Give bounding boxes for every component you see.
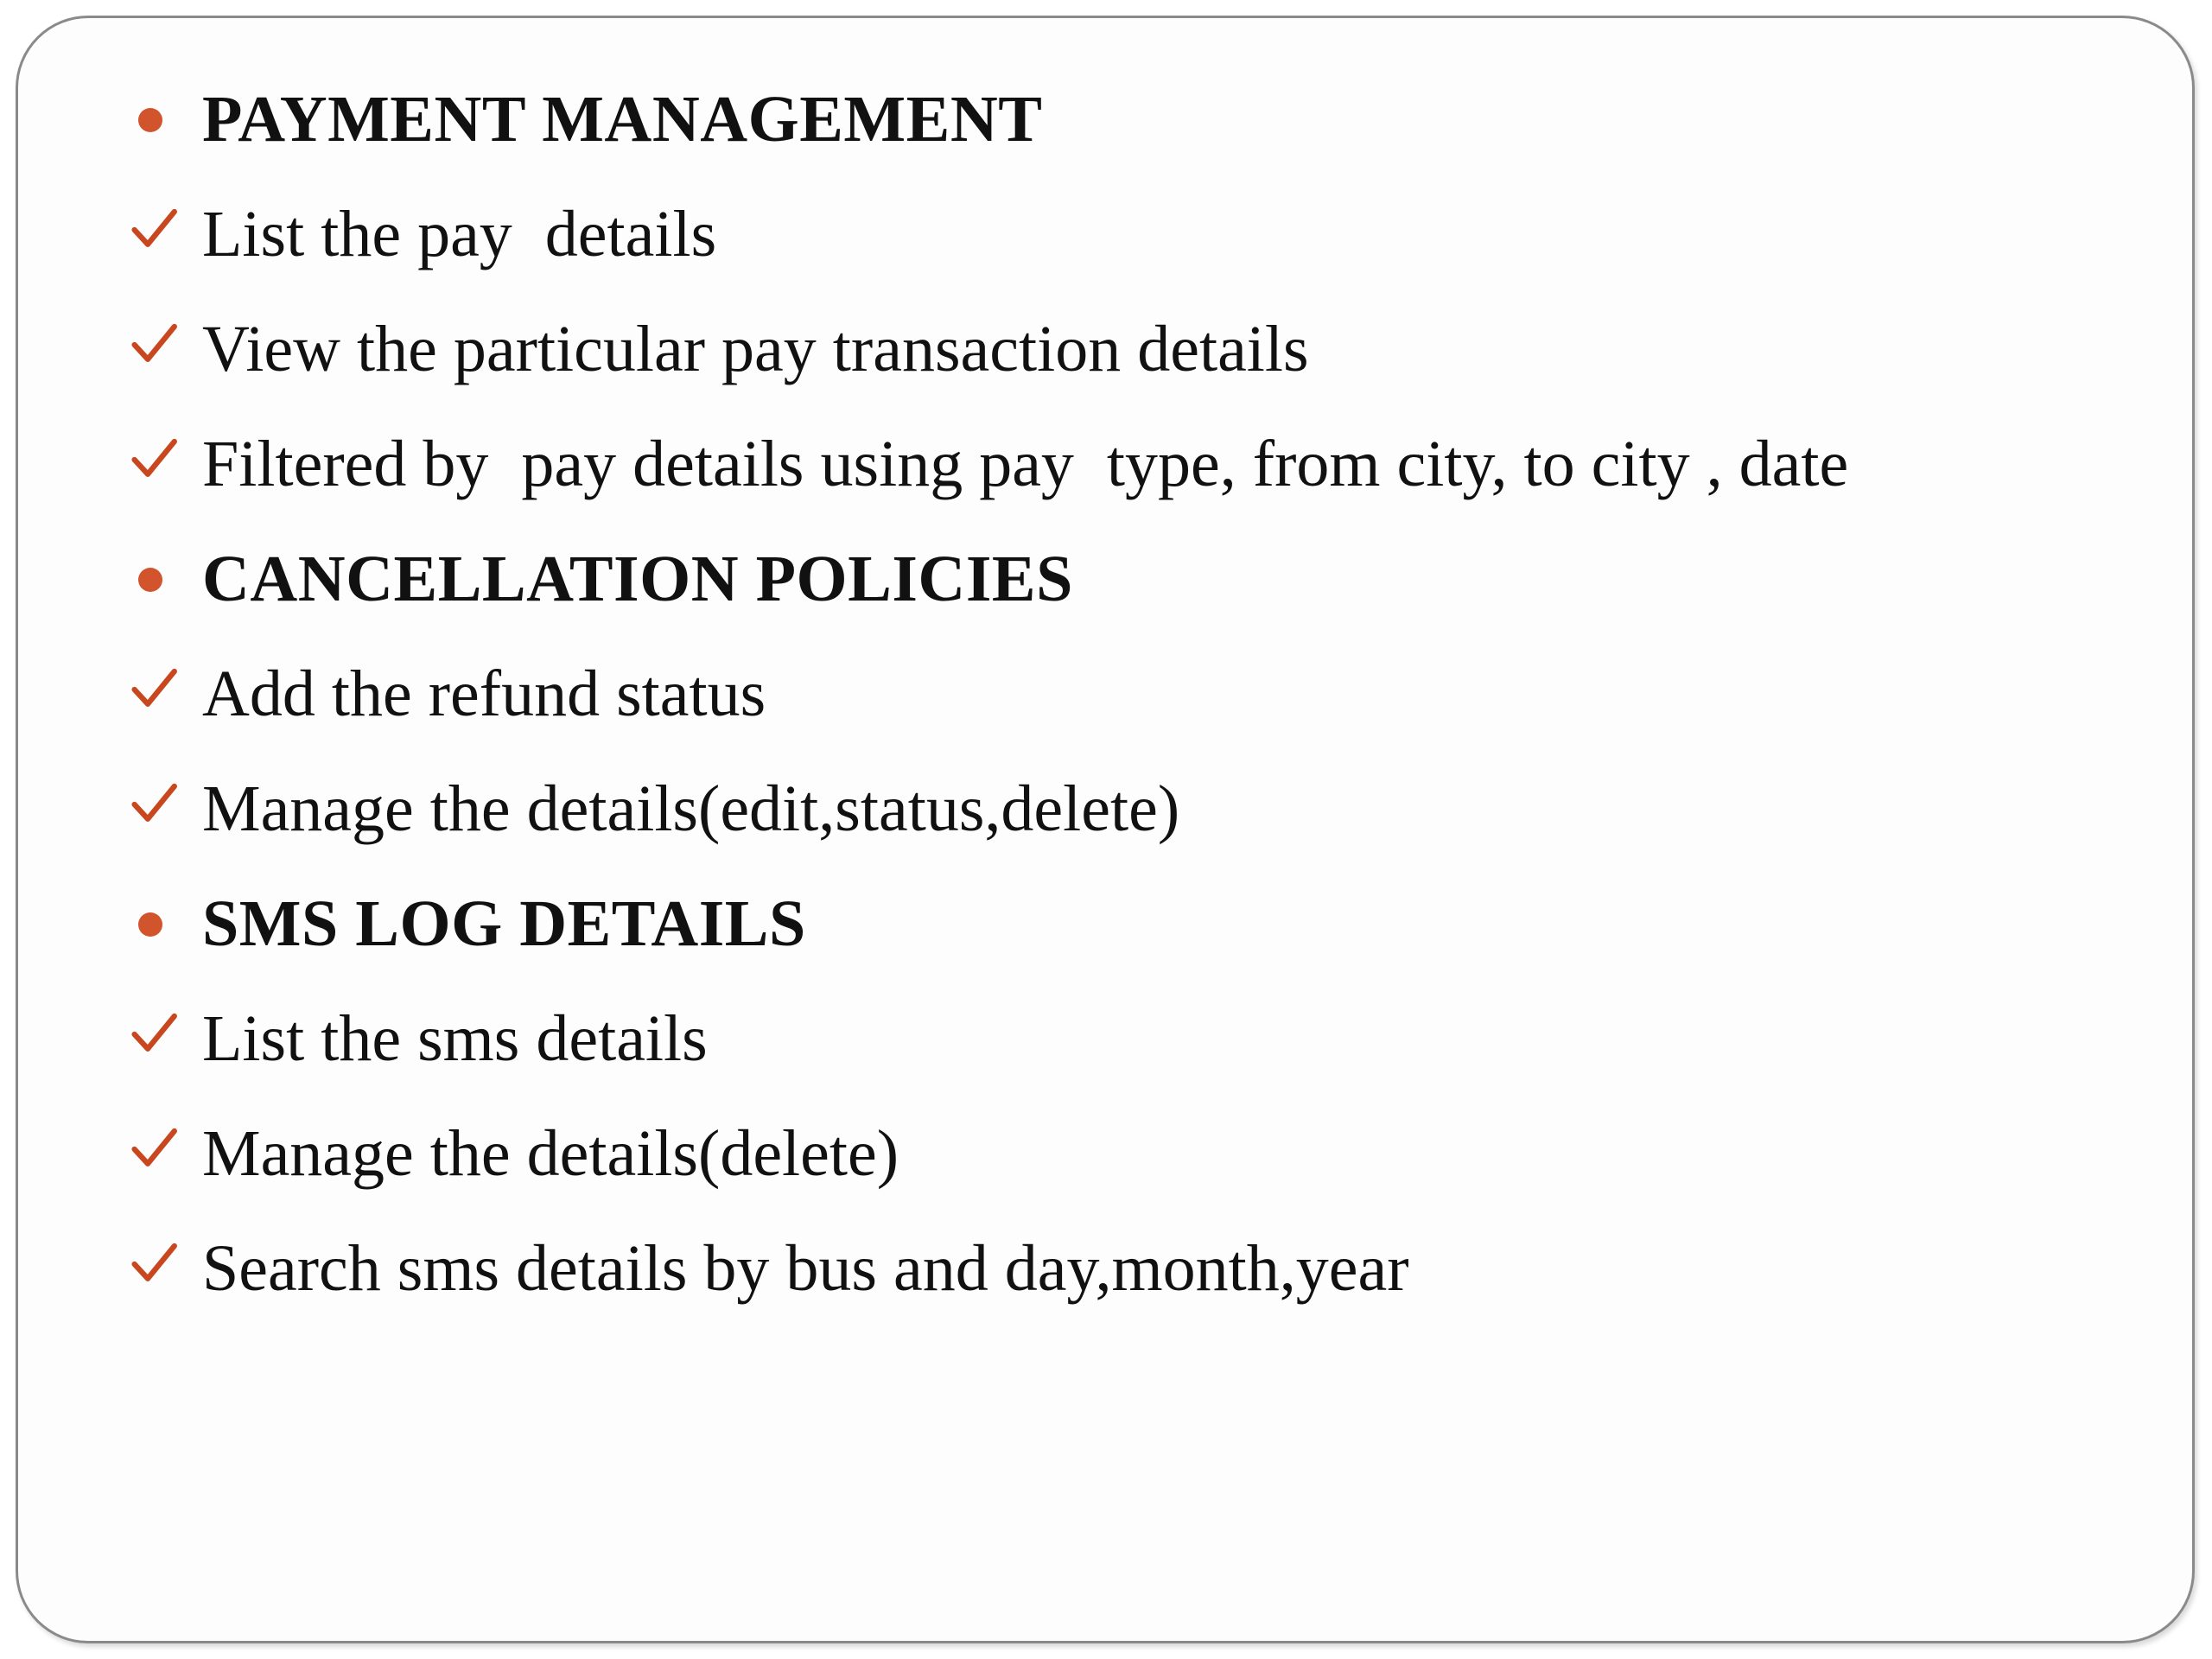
list-item-text: View the particular pay transaction details (202, 313, 1309, 385)
checkmark-icon (130, 780, 178, 829)
checkmark-icon (130, 435, 178, 484)
list-item-text: Manage the details(delete) (202, 1117, 899, 1190)
list-item-text: List the pay details (202, 198, 717, 270)
list-item-text: List the sms details (202, 1002, 708, 1075)
checkmark-icon (130, 1240, 178, 1288)
list-item (130, 1211, 2117, 1326)
checkmark-icon (130, 206, 178, 254)
section-heading-sms-log-details (130, 867, 2117, 982)
list-item (130, 177, 2117, 292)
section-heading-payment-management (130, 62, 2117, 177)
section-heading-text: CANCELLATION POLICIES (202, 543, 1073, 615)
list-item (130, 637, 2117, 752)
slide-content (130, 62, 2117, 1326)
list-item (130, 407, 2117, 522)
list-item-text: Search sms details by bus and day,month,year (202, 1232, 1409, 1305)
list-item-text: Manage the details(edit,status,delete) (202, 772, 1180, 845)
checkmark-icon (130, 321, 178, 369)
bullet-dot-icon (138, 568, 162, 592)
bullet-dot-icon (138, 108, 162, 132)
list-item-text: Filtered by pay details using pay type, from city, to city , date (202, 428, 1849, 500)
list-item (130, 752, 2117, 867)
bullet-dot-icon (138, 912, 162, 937)
checkmark-icon (130, 1010, 178, 1058)
list-item-text: Add the refund status (202, 658, 766, 730)
list-item (130, 1096, 2117, 1211)
section-heading-text: SMS LOG DETAILS (202, 887, 806, 960)
section-heading-cancellation-policies (130, 522, 2117, 637)
checkmark-icon (130, 665, 178, 714)
checkmark-icon (130, 1125, 178, 1173)
section-heading-text: PAYMENT MANAGEMENT (202, 83, 1043, 156)
list-item (130, 982, 2117, 1096)
list-item (130, 292, 2117, 407)
